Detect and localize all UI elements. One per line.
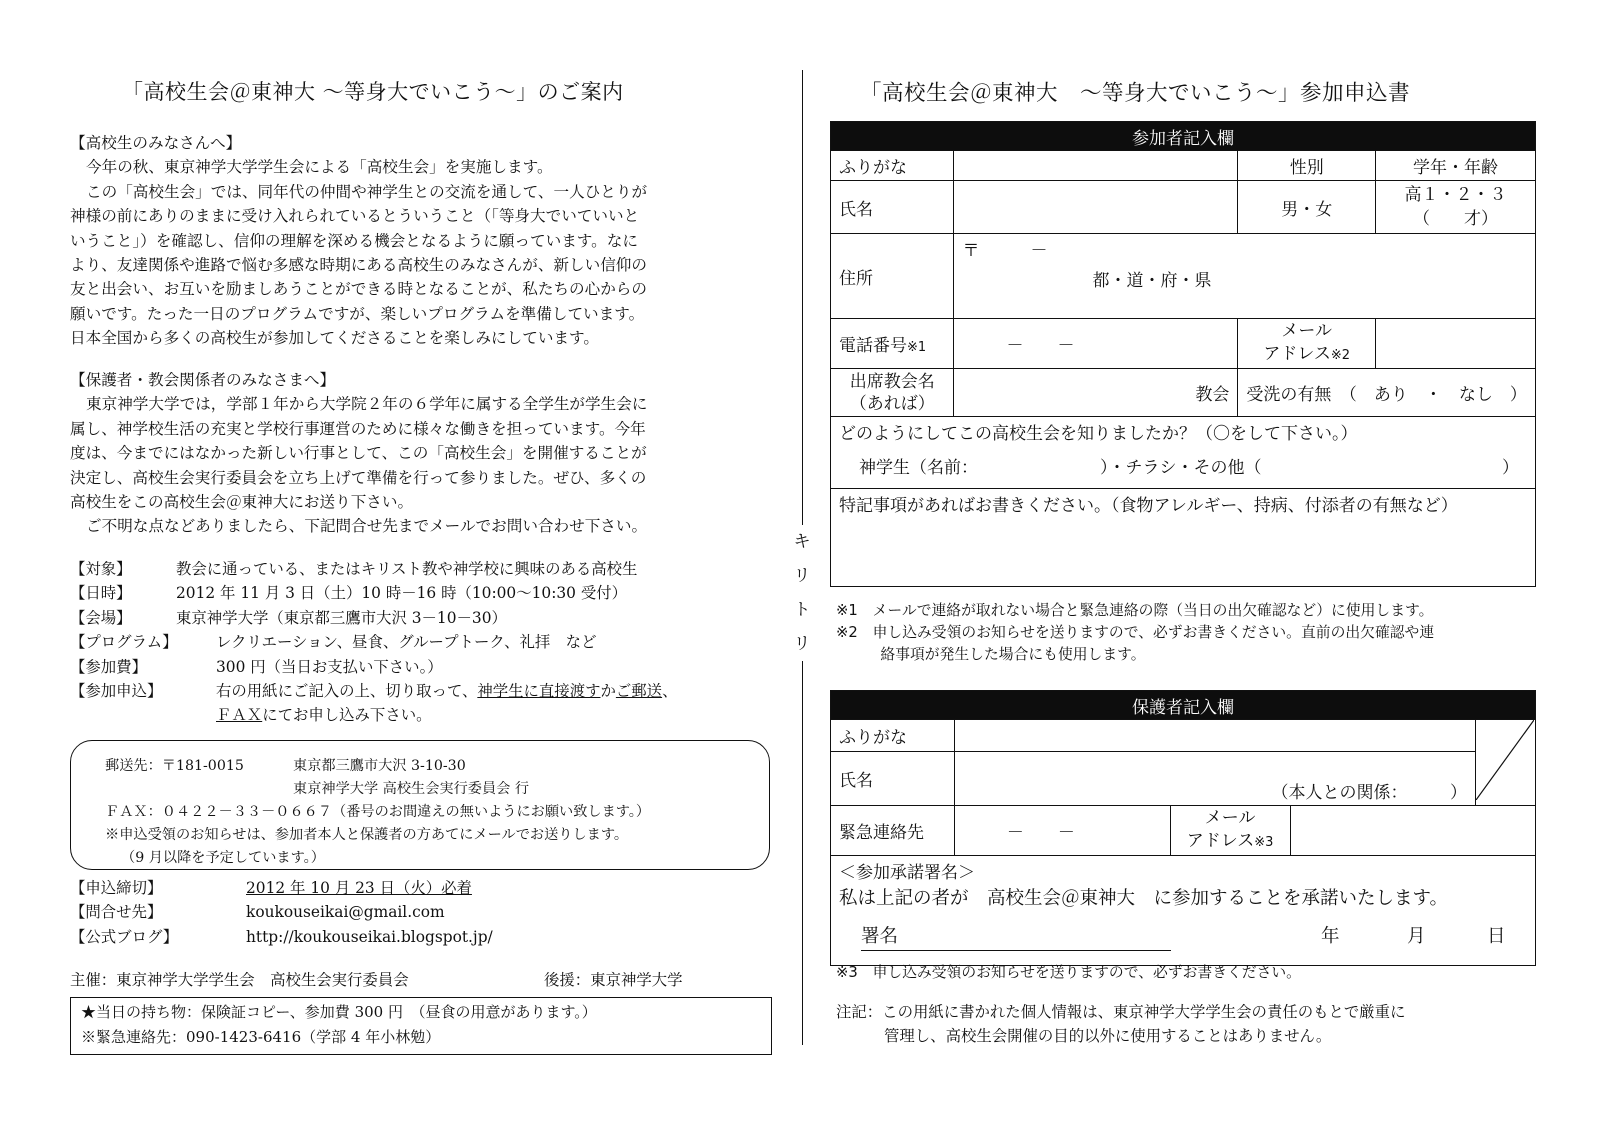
students-line: この「高校生会」では、同年代の仲間や神学生との交流を通して、一人ひとりが bbox=[86, 182, 648, 201]
apply-fax: ＦＡＸ bbox=[216, 706, 263, 725]
mail-note-2: （9 月以降を予定しています。） bbox=[121, 850, 325, 866]
detail-row bbox=[70, 655, 677, 679]
detail-value: 300 円（当日お支払い下さい。） bbox=[216, 657, 443, 676]
signature-row[interactable] bbox=[839, 924, 1527, 954]
sponsor: 後援：東京神学大学 bbox=[544, 971, 683, 989]
apply-text: か bbox=[600, 682, 616, 701]
detail-key: 【プログラム】 bbox=[70, 633, 178, 652]
relation-field: （本人との関係： ） bbox=[1271, 783, 1467, 803]
signature-line: 署名 bbox=[861, 924, 1171, 951]
guardians-line: 高校生をこの高校生会＠東神大にお送り下さい。 bbox=[70, 493, 414, 512]
guardian-furigana-input[interactable] bbox=[954, 720, 1475, 752]
emergency-label: 緊急連絡先 bbox=[831, 806, 955, 856]
guardian-mail-label-2: アドレス bbox=[1186, 831, 1255, 851]
note-3: ※3 申し込み受領のお知らせを送りますので、必ずお書きください。 bbox=[836, 964, 1301, 981]
consent-text: 私は上記の者が 高校生会＠東神大 に参加することを承諾いたします。 bbox=[839, 888, 1449, 909]
guardians-heading: 【保護者・教会関係者のみなさまへ】 bbox=[70, 371, 336, 389]
guardian-header: 保護者記入欄 bbox=[831, 691, 1536, 720]
students-line: 願いです。たった一日のプログラムですが、楽しいプログラムを準備しています。 bbox=[70, 304, 645, 323]
contact-key: 【問合せ先】 bbox=[70, 903, 163, 922]
contact-email: koukouseikai@gmail.com bbox=[246, 903, 445, 922]
guardian-mail-input[interactable] bbox=[1290, 806, 1535, 856]
students-line: 友と出会い、お互いを励ましあうことができる時となることが、私たちの心からの bbox=[70, 280, 647, 299]
how-option-student: 神学生（名前： bbox=[859, 458, 978, 478]
detail-value: 東京神学大学（東京都三鷹市大沢 3－10－30） bbox=[176, 608, 507, 627]
note-2-cont: 絡事項が発生した場合にも使用します。 bbox=[836, 646, 1146, 663]
students-heading: 【高校生のみなさんへ】 bbox=[70, 134, 242, 152]
baptism-options[interactable]: 受洗の有無 （ あり ・ なし ） bbox=[1238, 369, 1536, 417]
grade-value: 高１・２・３ bbox=[1404, 185, 1507, 205]
how-question: どのようにしてこの高校生会を知りましたか？（〇をして下さい。） bbox=[839, 424, 1358, 444]
deadline-row bbox=[70, 876, 493, 900]
name-input[interactable] bbox=[954, 181, 1238, 234]
phone-note: ※1 bbox=[907, 340, 927, 355]
diagonal-cell bbox=[1475, 720, 1535, 806]
students-line: より、友達関係や進路で悩む多感な時期にある高校生のみなさんが、新しい信仰の bbox=[70, 256, 647, 275]
emergency-input[interactable] bbox=[954, 806, 1170, 856]
note-2: ※2 申し込み受領のお知らせを送りますので、必ずお書きください。直前の出欠確認や連 bbox=[836, 624, 1435, 641]
guardian-name-label: 氏名 bbox=[831, 752, 955, 806]
emergency-contact: ※緊急連絡先：090-1423-6416（学部 4 年小林勉） bbox=[81, 1028, 441, 1046]
guardians-line: ご不明な点などありましたら、下記問合せ先までメールでお問い合わせ下さい。 bbox=[86, 517, 648, 536]
furigana-input[interactable] bbox=[954, 151, 1238, 181]
special-notes[interactable] bbox=[831, 489, 1536, 587]
privacy-note bbox=[836, 1000, 1405, 1048]
church-label-1: 出席教会名 bbox=[849, 371, 935, 392]
detail-key: 【会場】 bbox=[70, 608, 132, 627]
mail-address: 東京都三鷹市大沢 3-10-30 bbox=[293, 758, 466, 774]
deadline-key: 【申込締切】 bbox=[70, 879, 163, 897]
how-close-paren: ） bbox=[1502, 458, 1519, 478]
mail-input[interactable] bbox=[1376, 319, 1536, 369]
bring-box bbox=[70, 997, 772, 1055]
guardian-table bbox=[830, 690, 1536, 966]
apply-text: にてお申し込み下さい。 bbox=[262, 706, 432, 725]
organizer-row bbox=[70, 968, 770, 992]
detail-value: 2012 年 11 月 3 日（土）10 時－16 時（10:00～10:30 受付） bbox=[176, 584, 628, 603]
grade-options[interactable] bbox=[1376, 181, 1536, 234]
grade-label: 学年・年齢 bbox=[1376, 151, 1536, 181]
address-label: 住所 bbox=[831, 234, 954, 319]
fax-number: ＦＡＸ：０４２２－３３－０６６７（番号のお間違えの無いようにお願い致します。） bbox=[105, 804, 651, 820]
guardians-section bbox=[70, 368, 770, 539]
detail-value: レクリエーション、昼食、グループトーク、礼拝 など bbox=[216, 633, 597, 652]
phone-dash: － － bbox=[1006, 336, 1075, 356]
students-line: 今年の秋、東京神学大学学生会による「高校生会」を実施します。 bbox=[86, 158, 553, 177]
kiritori-label bbox=[786, 525, 818, 661]
form-title: 「高校生会＠東神大 ～等身大でいこう～」参加申込書 bbox=[860, 81, 1411, 106]
consent-heading: ＜参加承諾署名＞ bbox=[839, 863, 975, 883]
organizer: 主催：東京神学大学学生会 高校生会実行委員会 bbox=[70, 971, 409, 989]
students-line: 日本全国から多くの高校生が参加してくださることを楽しみにしています。 bbox=[70, 329, 599, 348]
kiritori-char: リ bbox=[793, 634, 811, 654]
mail-line bbox=[105, 778, 769, 801]
guardians-line: 決定し、高校生会実行委員会を立ち上げて準備を行って参りました。ぜひ、多くの bbox=[70, 468, 647, 487]
diagonal-line bbox=[1476, 720, 1534, 800]
apply-text: 、 bbox=[662, 682, 678, 701]
mailing-box bbox=[70, 740, 770, 870]
church-suffix: 教会 bbox=[1195, 385, 1230, 405]
day-label: 日 bbox=[1487, 926, 1506, 947]
students-line: いうこと」）を確認し、信仰の理解を深める機会となるように願っています。なに bbox=[70, 231, 638, 250]
bring-items: ★当日の持ち物：保険証コピー、参加費 300 円 （昼食の用意があります。） bbox=[81, 1003, 597, 1021]
contact-row bbox=[70, 900, 493, 924]
guardians-line: 属し、神学校生活の充実と学校行事運営のために様々な働きを担っています。今年 bbox=[70, 419, 646, 438]
spacer bbox=[105, 778, 293, 801]
year-label: 年 bbox=[1321, 926, 1340, 947]
event-details bbox=[70, 557, 677, 728]
detail-row bbox=[70, 630, 677, 654]
mail-label bbox=[1238, 319, 1376, 369]
apply-key: 【参加申込】 bbox=[70, 682, 163, 701]
spacer bbox=[70, 703, 216, 727]
detail-row bbox=[70, 581, 677, 605]
privacy-line-1: 注記：この用紙に書かれた個人情報は、東京神学大学学生会の責任のもとで厳重に bbox=[836, 1003, 1406, 1021]
mail-note: ※申込受領のお知らせは、参加者本人と保護者の方あてにメールでお送りします。 bbox=[105, 827, 629, 843]
phone-label bbox=[831, 319, 954, 369]
guardians-line: 東京神学大学では，学部１年から大学院２年の６学年に属する全学生が学生会に bbox=[86, 395, 648, 414]
guardian-name-input[interactable] bbox=[954, 752, 1475, 806]
blog-row bbox=[70, 925, 493, 949]
detail-row bbox=[70, 606, 677, 630]
apply-mail: ご郵送 bbox=[615, 682, 663, 701]
guardian-mail-note: ※3 bbox=[1254, 835, 1274, 850]
privacy-line-2: 管理し、高校生会開催の目的以外に使用することはありません。 bbox=[884, 1027, 1332, 1045]
contact-details bbox=[70, 876, 493, 949]
age-value: （ 才） bbox=[1413, 209, 1499, 229]
gender-label: 性別 bbox=[1238, 151, 1376, 181]
apply-text: 右の用紙にご記入の上、切り取って、 bbox=[216, 682, 478, 701]
detail-key: 【対象】 bbox=[70, 560, 132, 578]
church-label bbox=[831, 369, 954, 417]
mail-label: 郵送先：〒181-0015 bbox=[105, 758, 244, 774]
kiritori-char: リ bbox=[793, 566, 811, 586]
apply-value bbox=[216, 679, 677, 703]
info-title: 「高校生会＠東神大 ～等身大でいこう～」のご案内 bbox=[122, 80, 624, 104]
detail-row bbox=[70, 557, 677, 581]
consent-section bbox=[831, 856, 1536, 966]
students-line: 神様の前にありのままに受け入れられているとういうこと（「等身大でいていいと bbox=[70, 207, 640, 226]
special-notes-label: 特記事項があればお書きください。（食物アレルギー、持病、付添者の有無など） bbox=[839, 496, 1458, 516]
apply-value-2 bbox=[216, 703, 432, 727]
address-input[interactable] bbox=[954, 234, 1536, 319]
deadline-value: 2012 年 10 月 23 日（火）必着 bbox=[246, 879, 472, 897]
participant-header: 参加者記入欄 bbox=[831, 122, 1536, 151]
how-option-flyer-other: ）・チラシ・その他（ bbox=[1100, 458, 1262, 478]
kiritori-char: ト bbox=[793, 600, 811, 620]
note-1: ※1 メールで連絡が取れない場合と緊急連絡の際（当日の出欠確認など）に使用します。 bbox=[836, 602, 1434, 619]
kiritori-char: キ bbox=[793, 532, 811, 552]
blog-url: http://koukouseikai.blogspot.jp/ bbox=[246, 927, 493, 946]
apply-hand-deliver: 神学生に直接渡す bbox=[477, 682, 601, 701]
apply-row-2 bbox=[70, 703, 677, 727]
gender-options[interactable]: 男・女 bbox=[1238, 181, 1376, 234]
guardians-line: 度は、今までにはなかった新しい行事として、この「高校生会」を開催することが bbox=[70, 444, 647, 463]
mail-label-2: アドレス bbox=[1263, 344, 1331, 364]
emergency-dash: － － bbox=[1006, 823, 1075, 843]
mail-recipient: 東京神学大学 高校生会実行委員会 行 bbox=[293, 781, 530, 797]
detail-key: 【日時】 bbox=[70, 584, 132, 603]
mail-label-1: メール bbox=[1281, 321, 1333, 341]
prefecture-options: 都・道・府・県 bbox=[1092, 271, 1212, 291]
guardian-mail-label-1: メール bbox=[1204, 808, 1256, 828]
phone-input[interactable] bbox=[954, 319, 1238, 369]
furigana-label: ふりがな bbox=[831, 151, 954, 181]
church-label-2: （あれば） bbox=[849, 393, 935, 414]
apply-row bbox=[70, 679, 677, 703]
phone-label-text: 電話番号 bbox=[839, 336, 907, 356]
guardian-furigana-label: ふりがな bbox=[831, 720, 955, 752]
how-options[interactable] bbox=[839, 451, 1527, 485]
mail-line bbox=[105, 755, 769, 778]
church-input[interactable] bbox=[954, 369, 1238, 417]
students-section bbox=[70, 131, 770, 351]
how-known bbox=[831, 417, 1536, 489]
mail-note: ※2 bbox=[1330, 348, 1351, 363]
name-label: 氏名 bbox=[831, 181, 954, 234]
detail-value: 教会に通っている、またはキリスト教や神学校に興味のある高校生 bbox=[176, 560, 638, 578]
blog-key: 【公式ブログ】 bbox=[70, 927, 179, 946]
postal-mark: 〒 － bbox=[962, 241, 1048, 261]
participant-notes bbox=[836, 600, 1434, 666]
guardian-mail-label bbox=[1170, 806, 1290, 856]
month-label: 月 bbox=[1407, 926, 1426, 947]
detail-key: 【参加費】 bbox=[70, 657, 147, 676]
participant-table bbox=[830, 121, 1536, 587]
